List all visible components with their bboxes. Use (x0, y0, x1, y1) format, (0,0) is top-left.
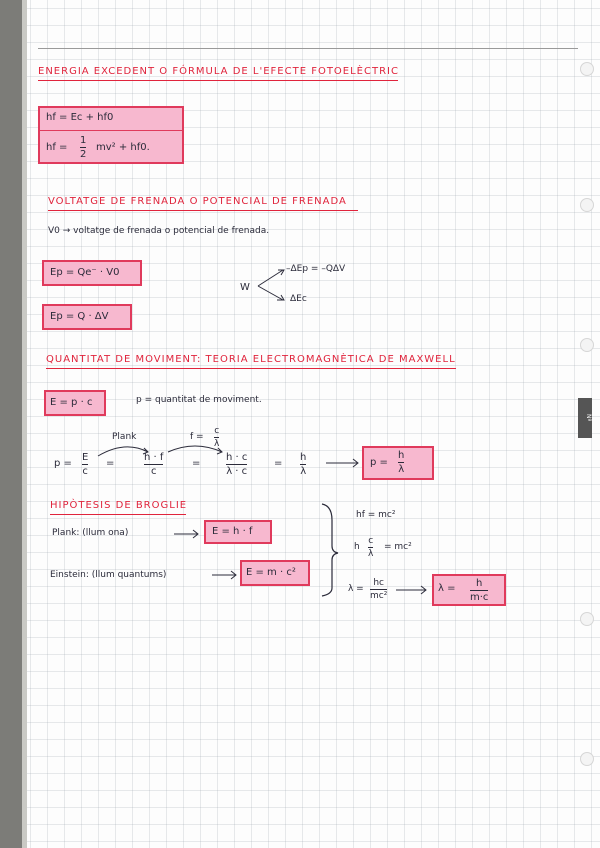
formula-ep-qv: Ep = Q · ΔV (50, 311, 109, 322)
label-plank: Plank (112, 432, 137, 442)
heading-momentum: QUANTITAT DE MOVIMENT: TEORIA ELECTROMAGNÈTICA DE MAXWELL (46, 354, 456, 365)
heading-photoelectric: ENERGIA EXCEDENT O FÓRMULA DE L'EFECTE FOTOELÈCTRIC (38, 66, 399, 77)
definition-v0: V0 → voltatge de frenada o potencial de frenada. (48, 226, 270, 236)
branch-potential: –ΔEp = –QΔV (286, 264, 346, 274)
fraction-h-mc: h m·c (470, 578, 489, 603)
result-lambda-label: λ = (438, 583, 456, 594)
label-einstein-quantum: Einstein: (llum quantums) (50, 570, 167, 580)
formula-right: mv² + hf0. (96, 142, 150, 153)
f-label: f = (190, 432, 204, 442)
formula-ep-qe: Ep = Qe⁻ · V0 (50, 267, 120, 278)
fraction-hf-c: h · f c (144, 452, 164, 477)
relation-mc2: = mc² (384, 542, 412, 552)
heading-stopping-voltage: VOLTATGE DE FRENADA O POTENCIAL DE FRENADA (48, 196, 347, 207)
fraction-h-lambda: h λ (300, 452, 307, 477)
relation-lambda: λ = (348, 584, 364, 594)
heading-broglie: HIPÒTESIS DE BROGLIE (50, 500, 188, 511)
work-symbol: W (240, 282, 250, 293)
p-label: p = (54, 458, 72, 469)
equals-sign: = (274, 458, 283, 469)
equals-sign: = (192, 458, 201, 469)
formula-e-mc2: E = m · c² (246, 567, 296, 578)
fraction-e-c: E c (82, 452, 89, 477)
formula-left: hf = (46, 142, 68, 153)
fraction-c-lambda: c λ (214, 426, 220, 449)
formula-e-pc: E = p · c (50, 397, 93, 408)
relation-hf-mc2: hf = mc² (356, 510, 396, 520)
label-plank-wave: Plank: (llum ona) (52, 528, 129, 538)
definition-p: p = quantitat de moviment. (136, 395, 262, 405)
side-tab: Nº (578, 398, 592, 438)
formula-e-hf: E = h · f (212, 526, 253, 537)
equals-sign: = (106, 458, 115, 469)
branch-kinetic: ΔEc (290, 294, 307, 304)
relation-h: h (354, 542, 360, 552)
formula-energy-balance: hf = Ec + hf0 (46, 112, 114, 123)
fraction-result-h-lambda: h λ (398, 450, 405, 475)
fraction-c-lambda-2: c λ (368, 536, 374, 559)
fraction-hc-lambda-c: h · c λ · c (226, 452, 248, 477)
fraction-half: 1 2 (80, 135, 87, 160)
result-p-label: p = (370, 457, 388, 468)
fraction-hc-mc2: hc mc² (370, 578, 388, 601)
